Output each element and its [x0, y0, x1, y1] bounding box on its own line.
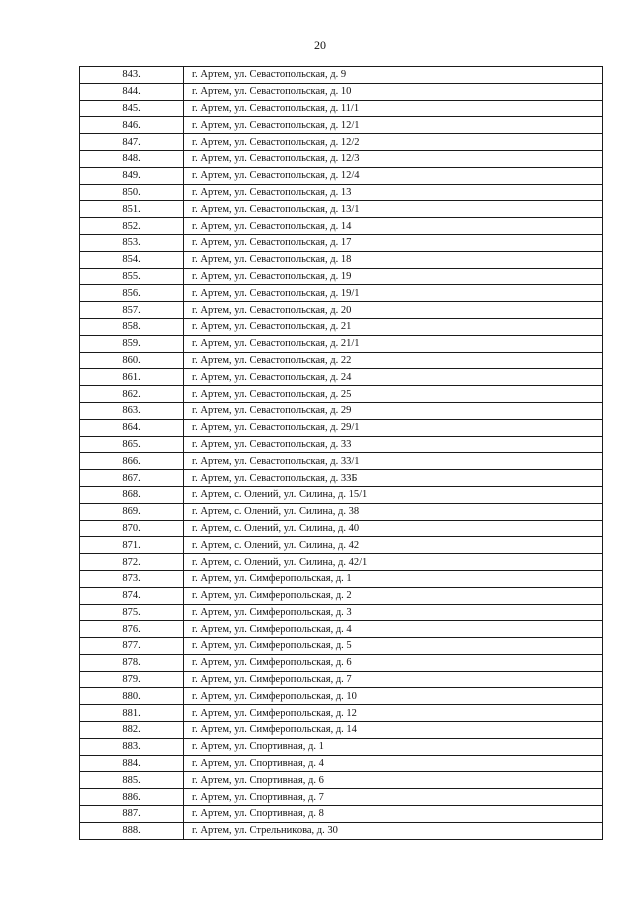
- row-number: 884.: [80, 755, 184, 772]
- row-number: 864.: [80, 419, 184, 436]
- row-address: г. Артем, с. Олений, ул. Силина, д. 38: [184, 503, 603, 520]
- row-number: 843.: [80, 67, 184, 84]
- row-address: г. Артем, ул. Севастопольская, д. 12/2: [184, 134, 603, 151]
- table-row: [80, 285, 603, 302]
- table-row: [80, 150, 603, 167]
- row-address: г. Артем, с. Олений, ул. Силина, д. 40: [184, 520, 603, 537]
- table-row: [80, 554, 603, 571]
- row-number: 862.: [80, 386, 184, 403]
- row-number: 882.: [80, 722, 184, 739]
- row-number: 876.: [80, 621, 184, 638]
- table-row: [80, 218, 603, 235]
- row-address: г. Артем, ул. Севастопольская, д. 13: [184, 184, 603, 201]
- row-address: г. Артем, ул. Севастопольская, д. 25: [184, 386, 603, 403]
- table-row: [80, 806, 603, 823]
- row-address: г. Артем, ул. Севастопольская, д. 12/4: [184, 167, 603, 184]
- row-number: 868.: [80, 486, 184, 503]
- table-row: [80, 772, 603, 789]
- table-row: [80, 335, 603, 352]
- table-row: [80, 402, 603, 419]
- row-number: 856.: [80, 285, 184, 302]
- table-row: [80, 638, 603, 655]
- row-address: г. Артем, ул. Севастопольская, д. 10: [184, 83, 603, 100]
- table-row: [80, 722, 603, 739]
- row-address: г. Артем, ул. Симферопольская, д. 3: [184, 604, 603, 621]
- row-number: 881.: [80, 705, 184, 722]
- table-row: [80, 738, 603, 755]
- row-number: 846.: [80, 117, 184, 134]
- table-row: [80, 167, 603, 184]
- row-number: 883.: [80, 738, 184, 755]
- table-row: [80, 621, 603, 638]
- row-address: г. Артем, ул. Севастопольская, д. 19/1: [184, 285, 603, 302]
- row-address: г. Артем, ул. Спортивная, д. 4: [184, 755, 603, 772]
- row-address: г. Артем, ул. Симферопольская, д. 6: [184, 654, 603, 671]
- table-row: [80, 654, 603, 671]
- table-row: [80, 100, 603, 117]
- row-number: 875.: [80, 604, 184, 621]
- row-number: 871.: [80, 537, 184, 554]
- row-address: г. Артем, ул. Стрельникова, д. 30: [184, 822, 603, 839]
- row-address: г. Артем, ул. Севастопольская, д. 21/1: [184, 335, 603, 352]
- row-address: г. Артем, ул. Симферопольская, д. 7: [184, 671, 603, 688]
- table-row: [80, 251, 603, 268]
- row-address: г. Артем, ул. Симферопольская, д. 10: [184, 688, 603, 705]
- row-number: 873.: [80, 570, 184, 587]
- row-address: г. Артем, ул. Севастопольская, д. 33Б: [184, 470, 603, 487]
- row-address: г. Артем, ул. Севастопольская, д. 18: [184, 251, 603, 268]
- row-address: г. Артем, ул. Севастопольская, д. 12/3: [184, 150, 603, 167]
- row-address: г. Артем, ул. Спортивная, д. 7: [184, 789, 603, 806]
- row-address: г. Артем, ул. Симферопольская, д. 1: [184, 570, 603, 587]
- row-address: г. Артем, ул. Севастопольская, д. 21: [184, 318, 603, 335]
- row-address: г. Артем, ул. Спортивная, д. 6: [184, 772, 603, 789]
- table-row: [80, 755, 603, 772]
- table-row: [80, 822, 603, 839]
- row-number: 885.: [80, 772, 184, 789]
- table-row: [80, 83, 603, 100]
- table-row: [80, 134, 603, 151]
- row-number: 855.: [80, 268, 184, 285]
- table-row: [80, 453, 603, 470]
- table-row: [80, 520, 603, 537]
- table-row: [80, 117, 603, 134]
- row-number: 861.: [80, 369, 184, 386]
- row-number: 854.: [80, 251, 184, 268]
- table-row: [80, 604, 603, 621]
- row-number: 869.: [80, 503, 184, 520]
- table-row: [80, 268, 603, 285]
- table-row: [80, 234, 603, 251]
- row-number: 844.: [80, 83, 184, 100]
- table-row: [80, 184, 603, 201]
- table-row: [80, 671, 603, 688]
- row-number: 870.: [80, 520, 184, 537]
- row-address: г. Артем, с. Олений, ул. Силина, д. 15/1: [184, 486, 603, 503]
- row-number: 872.: [80, 554, 184, 571]
- row-number: 886.: [80, 789, 184, 806]
- row-number: 857.: [80, 302, 184, 319]
- row-number: 858.: [80, 318, 184, 335]
- table-row: [80, 705, 603, 722]
- table-row: [80, 318, 603, 335]
- row-address: г. Артем, ул. Севастопольская, д. 11/1: [184, 100, 603, 117]
- row-number: 867.: [80, 470, 184, 487]
- table-row: [80, 789, 603, 806]
- table-row: [80, 486, 603, 503]
- row-address: г. Артем, ул. Севастопольская, д. 22: [184, 352, 603, 369]
- page-number: 20: [314, 38, 326, 52]
- table-row: [80, 67, 603, 84]
- row-address: г. Артем, ул. Севастопольская, д. 29/1: [184, 419, 603, 436]
- table-row: [80, 470, 603, 487]
- row-number: 847.: [80, 134, 184, 151]
- row-address: г. Артем, ул. Севастопольская, д. 33: [184, 436, 603, 453]
- table-row: [80, 369, 603, 386]
- row-address: г. Артем, ул. Симферопольская, д. 4: [184, 621, 603, 638]
- row-number: 853.: [80, 234, 184, 251]
- row-number: 887.: [80, 806, 184, 823]
- table-row: [80, 688, 603, 705]
- row-address: г. Артем, ул. Севастопольская, д. 20: [184, 302, 603, 319]
- row-address: г. Артем, ул. Севастопольская, д. 13/1: [184, 201, 603, 218]
- address-table: [79, 66, 603, 840]
- row-address: г. Артем, ул. Севастопольская, д. 19: [184, 268, 603, 285]
- row-address: г. Артем, ул. Севастопольская, д. 29: [184, 402, 603, 419]
- row-number: 877.: [80, 638, 184, 655]
- row-number: 848.: [80, 150, 184, 167]
- row-address: г. Артем, ул. Севастопольская, д. 12/1: [184, 117, 603, 134]
- address-table-body: [80, 67, 603, 840]
- row-address: г. Артем, ул. Симферопольская, д. 5: [184, 638, 603, 655]
- table-row: [80, 503, 603, 520]
- row-address: г. Артем, ул. Севастопольская, д. 9: [184, 67, 603, 84]
- table-row: [80, 386, 603, 403]
- row-address: г. Артем, ул. Севастопольская, д. 17: [184, 234, 603, 251]
- row-number: 851.: [80, 201, 184, 218]
- row-address: г. Артем, ул. Симферопольская, д. 14: [184, 722, 603, 739]
- row-address: г. Артем, с. Олений, ул. Силина, д. 42: [184, 537, 603, 554]
- table-row: [80, 537, 603, 554]
- table-row: [80, 201, 603, 218]
- row-address: г. Артем, с. Олений, ул. Силина, д. 42/1: [184, 554, 603, 571]
- table-row: [80, 587, 603, 604]
- row-number: 878.: [80, 654, 184, 671]
- row-number: 874.: [80, 587, 184, 604]
- row-number: 888.: [80, 822, 184, 839]
- row-address: г. Артем, ул. Симферопольская, д. 2: [184, 587, 603, 604]
- row-address: г. Артем, ул. Симферопольская, д. 12: [184, 705, 603, 722]
- row-address: г. Артем, ул. Севастопольская, д. 14: [184, 218, 603, 235]
- row-number: 859.: [80, 335, 184, 352]
- row-number: 850.: [80, 184, 184, 201]
- table-row: [80, 436, 603, 453]
- row-number: 849.: [80, 167, 184, 184]
- table-row: [80, 352, 603, 369]
- table-row: [80, 302, 603, 319]
- row-address: г. Артем, ул. Севастопольская, д. 24: [184, 369, 603, 386]
- row-address: г. Артем, ул. Севастопольская, д. 33/1: [184, 453, 603, 470]
- row-number: 863.: [80, 402, 184, 419]
- row-number: 866.: [80, 453, 184, 470]
- table-row: [80, 419, 603, 436]
- row-number: 879.: [80, 671, 184, 688]
- row-number: 880.: [80, 688, 184, 705]
- table-row: [80, 570, 603, 587]
- row-address: г. Артем, ул. Спортивная, д. 8: [184, 806, 603, 823]
- row-number: 860.: [80, 352, 184, 369]
- row-address: г. Артем, ул. Спортивная, д. 1: [184, 738, 603, 755]
- row-number: 865.: [80, 436, 184, 453]
- row-number: 852.: [80, 218, 184, 235]
- row-number: 845.: [80, 100, 184, 117]
